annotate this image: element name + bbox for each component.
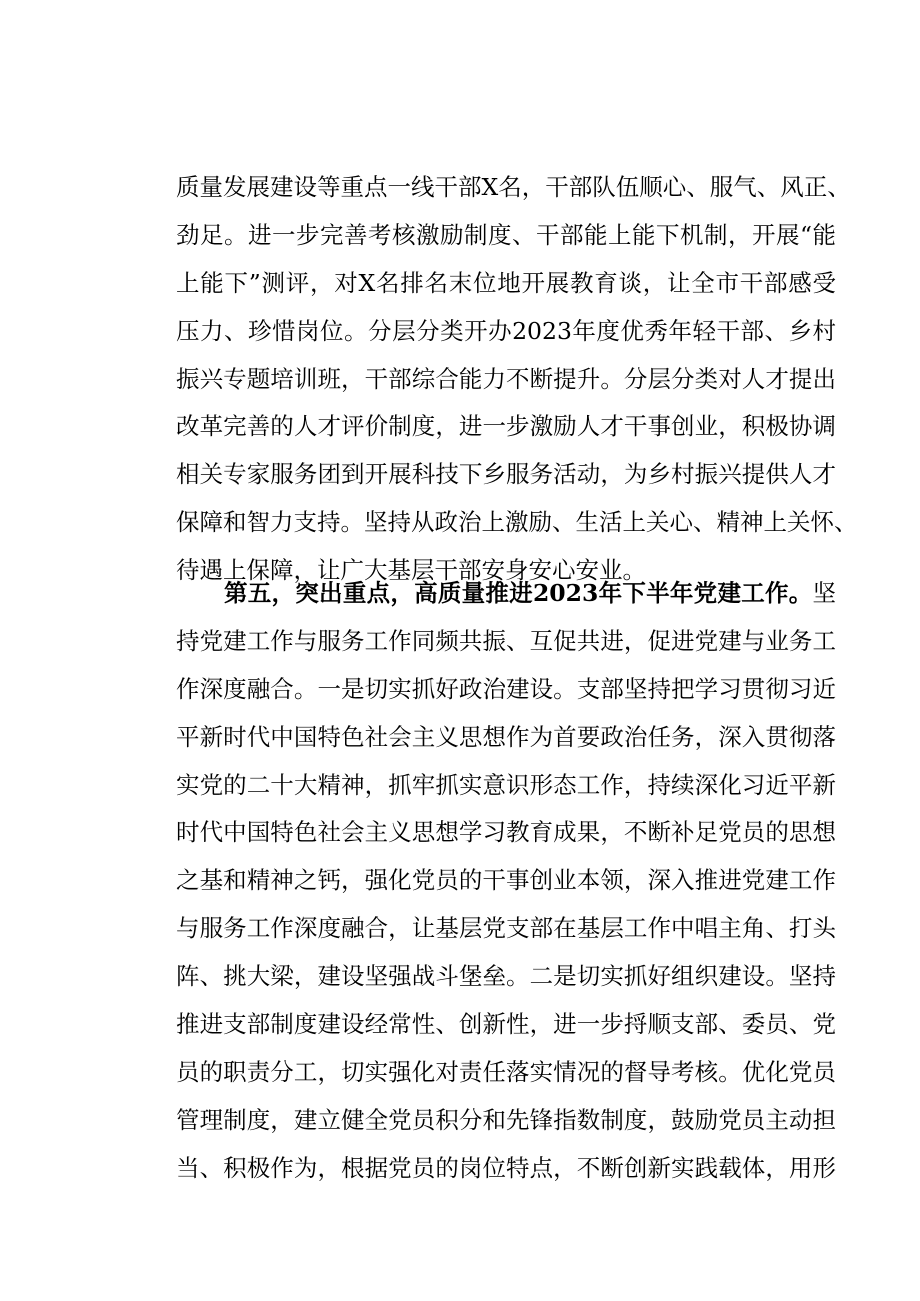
paragraph-cadre-management [176,164,858,595]
text-line: 质量发展建设等重点一线干部X名，干部队伍顺心、服气、风正、 [176,173,851,201]
text-line: 时代中国特色社会主义思想学习教育成果，不断补足党员的思想 [176,818,836,847]
text-line: 实党的二十大精神，抓牢抓实意识形态工作，持续深化习近平新 [176,770,836,799]
paragraph-first-line [176,570,836,618]
text-line: 改革完善的人才评价制度，进一步激励人才干事创业，积极协调 [176,412,836,441]
text-line: 之基和精神之钙，强化党员的干事创业本领，深入推进党建工作 [176,866,836,895]
text-line: 待遇上保障，让广大基层干部安身安心安业。 [176,556,646,585]
paragraph-party-building [176,570,836,1193]
text-line: 振兴专题培训班，干部综合能力不断提升。分层分类对人才提出 [176,364,836,393]
text-line: 保障和智力支持。坚持从政治上激励、生活上关心、精神上关怀、 [176,508,858,537]
text-line: 推进支部制度建设经常性、创新性，进一步捋顺支部、委员、党 [176,1010,836,1039]
text-line: 员的职责分工，切实强化对责任落实情况的督导考核。优化党员 [176,1057,836,1086]
text-line: 当、积极作为，根据党员的岗位特点，不断创新实践载体，用形 [176,1153,836,1182]
heading-continuation: 坚 [812,579,836,607]
text-line: 持党建工作与服务工作同频共振、互促共进，促进党建与业务工 [176,626,836,655]
text-line: 上能下”测评，对X名排名末位地开展教育谈，让全市干部感受 [176,268,836,297]
text-line: 管理制度，建立健全党员积分和先锋指数制度，鼓励党员主动担 [176,1105,836,1134]
text-line: 作深度融合。一是切实抓好政治建设。支部坚持把学习贯彻习近 [176,674,836,703]
text-line: 与服务工作深度融合，让基层党支部在基层工作中唱主角、打头 [176,914,836,943]
text-line: 劲足。进一步完善考核激励制度、干部能上能下机制，开展“能 [176,220,836,249]
text-line: 压力、珍惜岗位。分层分类开办2023年度优秀年轻干部、乡村 [176,316,836,345]
text-line: 阵、挑大梁，建设坚强战斗堡垒。二是切实抓好组织建设。坚持 [176,962,836,991]
text-line: 平新时代中国特色社会主义思想作为首要政治任务，深入贯彻落 [176,722,836,751]
section-heading: 第五，突出重点，高质量推进2023年下半年党建工作。 [224,579,813,607]
text-line: 相关专家服务团到开展科技下乡服务活动，为乡村振兴提供人才 [176,460,836,489]
